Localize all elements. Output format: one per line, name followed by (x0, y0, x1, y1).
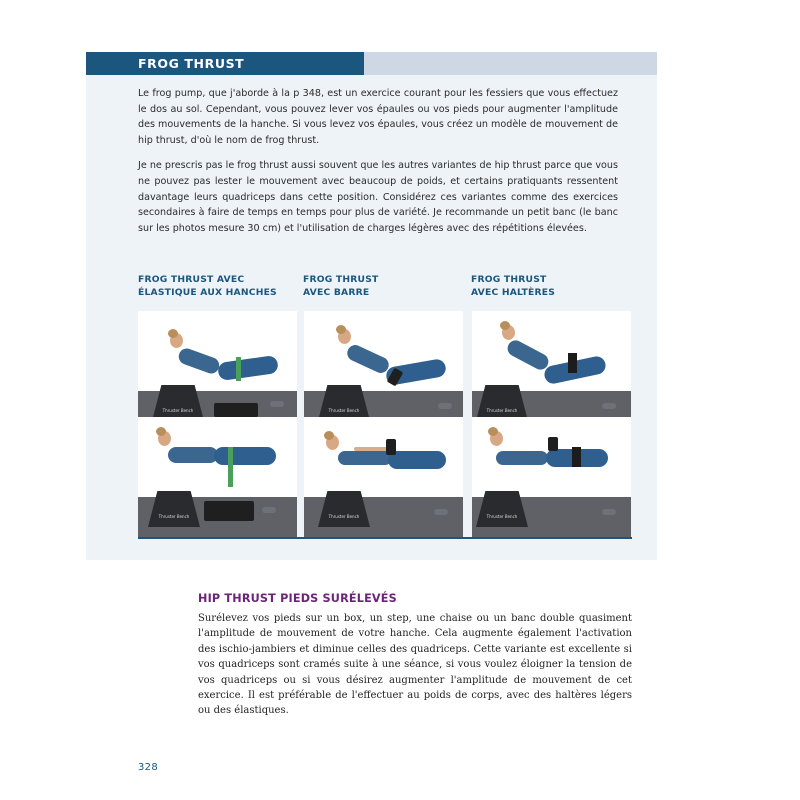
grid-bottom-rule (138, 537, 632, 539)
shoe (602, 403, 616, 409)
shoe (270, 401, 284, 407)
legs (388, 451, 446, 469)
torso (345, 342, 392, 375)
caption-line: FROG THRUST AVEC (138, 274, 245, 285)
caption-line: AVEC BARRE (303, 286, 370, 298)
dumbbells (214, 403, 258, 417)
bench-label: Thruster Bench (328, 408, 360, 413)
torso (177, 346, 222, 375)
hair (156, 427, 166, 436)
caption-line: FROG THRUST (303, 274, 379, 285)
section-title: HIP THRUST PIEDS SURÉLEVÉS (198, 592, 397, 605)
page-number: 328 (138, 762, 158, 773)
arms (354, 447, 390, 451)
sidebar-body (138, 86, 618, 246)
legs (217, 355, 279, 381)
torso (505, 338, 551, 373)
hair (324, 431, 334, 440)
photo-halteres-top (472, 417, 631, 537)
bench-label: Thruster Bench (162, 408, 194, 413)
bench-label: Thruster Bench (486, 408, 518, 413)
caption-band-variant (138, 274, 277, 299)
hair (488, 427, 498, 436)
bench-label: Thruster Bench (328, 514, 360, 519)
sidebar-header (86, 52, 657, 75)
caption-line: AVEC HALTÈRES (471, 286, 556, 298)
shoe (438, 403, 452, 409)
photo-barre-top (304, 417, 463, 537)
caption-barre-variant (303, 274, 378, 299)
shoe (434, 509, 448, 515)
variant-captions (138, 274, 638, 302)
sidebar-title: FROG THRUST (86, 52, 364, 75)
band (572, 447, 581, 467)
frog-thrust-sidebar (86, 52, 657, 560)
bench-label: Thruster Bench (486, 514, 518, 519)
photo-band-top (138, 417, 297, 537)
hair (168, 329, 178, 338)
exercise-photo-grid (138, 311, 631, 538)
caption-line: FROG THRUST (471, 274, 547, 285)
sidebar-paragraph-1: Le frog pump, que j'aborde à la p 348, est un exercice courant pour les fessiers que vous effectuez le dos au sol. Cependant, vous pouvez lever vos épaules ou vos pieds pour augmenter l'amplitude des mouvements de la hanche. Si vous levez vos épaules, vous créez un modèle de mouvement de hip thrust, d'où le nom de frog thrust. (138, 88, 618, 146)
dumbbell (386, 439, 396, 455)
photo-barre-start (304, 311, 463, 431)
caption-line: ÉLASTIQUE AUX HANCHES (138, 286, 277, 298)
caption-halteres-variant (471, 274, 555, 299)
header-fill-bar (364, 52, 657, 75)
shoe (602, 509, 616, 515)
bench-label: Thruster Bench (158, 514, 190, 519)
torso (168, 447, 218, 463)
torso (496, 451, 548, 465)
band (228, 447, 233, 487)
photo-halteres-start (472, 311, 631, 431)
hair (500, 321, 510, 330)
dumbbells (204, 501, 254, 521)
hair (336, 325, 346, 334)
band (236, 357, 241, 381)
torso (338, 451, 392, 465)
band (568, 353, 577, 373)
section-body (198, 611, 632, 719)
section-paragraph: Surélevez vos pieds sur un box, un step, une chaise ou un banc double quasiment l'amplitude de mouvement de votre hanche. Cela augmente également l'activation des ischio-jambiers et diminue celles des quadriceps. Cette variante est excellente si vos quadriceps sont cramés suite à une séance, si vous voulez éloigner la tension de vos quadriceps ou si vous désirez augmenter l'amplitude de mouvement de cet exercice. Il est préférable de l'effectuer au poids de corps, avec des haltères légers ou des élastiques. (198, 613, 632, 717)
legs (214, 447, 276, 465)
photo-band-start (138, 311, 297, 431)
sidebar-paragraph-2: Je ne prescris pas le frog thrust aussi souvent que les autres variantes de hip thrust parce que vous ne pouvez pas lester le mouvement avec beaucoup de poids, et certains pratiquants ressentent davantage leurs quadriceps dans cette position. Considérez ces variantes comme des exercices secondaires à faire de temps en temps pour plus de variété. Je recommande un petit banc (le banc sur les photos mesure 30 cm) et l'utilisation de charges légères avec des répétitions élevées. (138, 160, 618, 234)
shoe (262, 507, 276, 513)
dumbbell (548, 437, 558, 451)
